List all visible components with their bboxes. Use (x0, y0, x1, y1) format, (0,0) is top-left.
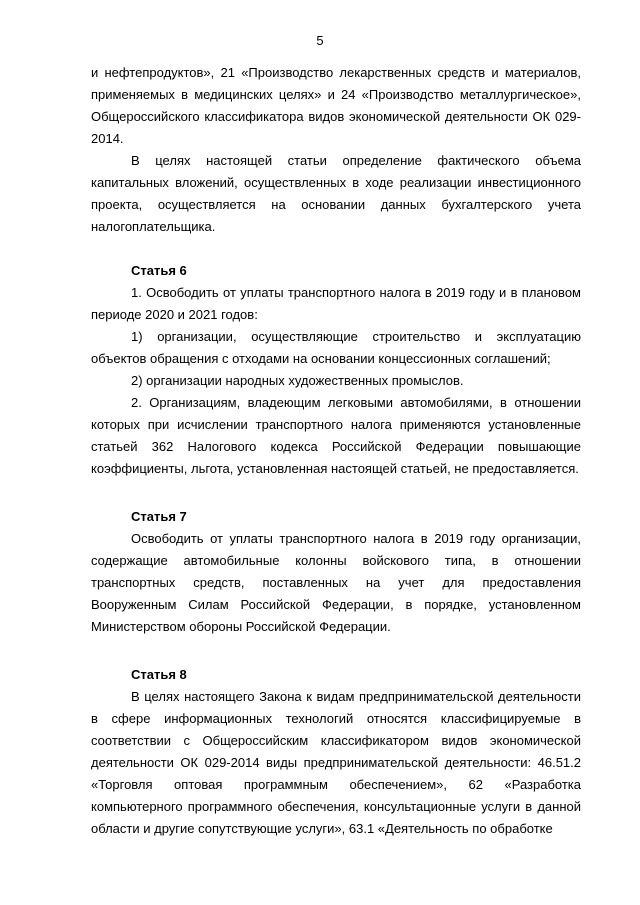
page-number: 5 (316, 33, 324, 48)
article-heading-6: Статья 6 (131, 263, 187, 278)
paragraph-continuation: и нефтепродуктов», 21 «Производство лекарственных средств и материалов, применяемых в медицинских целях» и 24 «Производство металлургическое», Общероссийского классификатора видов экономической деятельности ОК 029-2014. (91, 65, 581, 146)
article-6-item-2: 2) организации народных художественных промыслов. (131, 373, 464, 388)
paragraph-capital-investment: В целях настоящей статьи определение фактического объема капитальных вложений, осуществленных в ходе реализации инвестиционного проекта, осуществляется на основании данных бухгалтерского учета налогоплательщика. (91, 153, 581, 234)
article-8-text: В целях настоящего Закона к видам предпринимательской деятельности в сфере информационных технологий относятся классифицируемые в соответствии с Общероссийским классификатором видов экономической деятельности ОК 029-2014 виды предпринимательской деятельности: 46.51.2 «Торговля оптовая программным обеспечением», 62 «Разработка компьютерного программного обеспечения, консультационные услуги в данной области и другие сопутствующие услуги», 63.1 «Деятельность по обработке (91, 689, 581, 836)
article-6-clause-1: 1. Освободить от уплаты транспортного налога в 2019 году и в плановом периоде 2020 и 2021 годов: (91, 285, 581, 322)
article-6-item-1: 1) организации, осуществляющие строительство и эксплуатацию объектов обращения с отходами на основании концессионных соглашений; (91, 329, 581, 366)
article-7-text: Освободить от уплаты транспортного налога в 2019 году организации, содержащие автомобильные колонны войскового типа, в отношении транспортных средств, поставленных на учет для предоставления Вооруженным Силам Российской Федерации, в порядке, установленном Министерством обороны Российской Федерации. (91, 531, 581, 634)
article-heading-7: Статья 7 (131, 509, 187, 524)
article-heading-8: Статья 8 (131, 667, 187, 682)
document-body (91, 62, 581, 840)
article-6-clause-2: 2. Организациям, владеющим легковыми автомобилями, в отношении которых при исчислении транспортного налога применяются установленные статьей 362 Налогового кодекса Российской Федерации повышающие коэффициенты, льгота, установленная настоящей статьей, не предоставляется. (91, 395, 581, 476)
